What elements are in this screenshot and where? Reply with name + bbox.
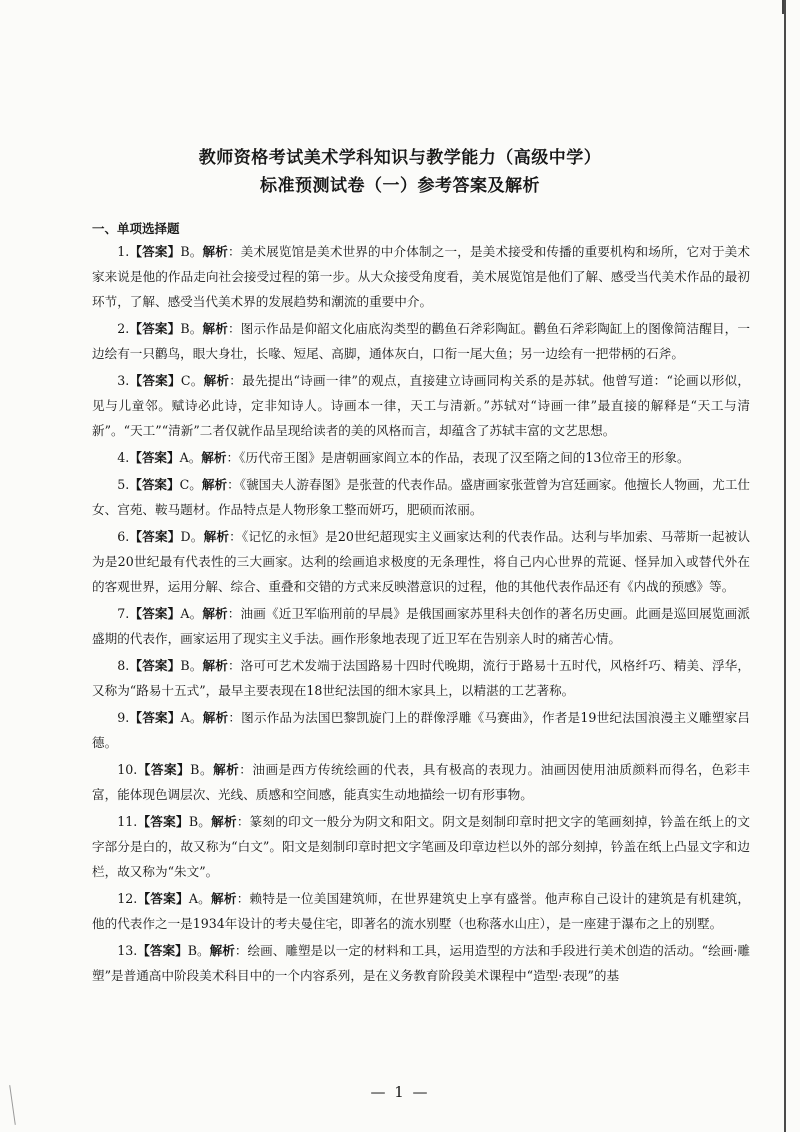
explanation-text: ：《虢国夫人游春图》是张萱的代表作品。盛唐画家张萱曾为宫廷画家。他擅长人物画，尤工仕女、宫苑、鞍马题材。作品特点是人物形象工整而妍巧，肥硕而浓丽。 [92, 477, 751, 517]
answer-letter: B。 [180, 321, 203, 336]
answer-letter: A。 [179, 450, 202, 465]
explanation-text: ：赖特是一位美国建筑师，在世界建筑史上享有盛誉。他声称自己设计的建筑是有机建筑，他的代表作之一是1934年设计的考夫曼住宅，即著名的流水别墅（也称落水山庄），是一座建于瀑布之上的别墅。 [92, 891, 751, 931]
answer-letter: C。 [179, 477, 202, 492]
explanation-text: ：篆刻的印文一般分为阴文和阳文。阴文是刻制印章时把文字的笔画刻掉，钤盖在纸上的文字部分是白的，故又称为“白文”。阳文是刻制印章时把文字笔画及印章边栏以外的部分刻掉，钤盖在纸上凸显文字和边栏，故又称为“朱文”。 [92, 814, 751, 879]
answer-letter: C。 [180, 373, 204, 388]
answer-letter: A。 [188, 891, 212, 906]
answer-item [92, 938, 750, 988]
answer-tag: 【答案】 [129, 244, 181, 259]
answer-item [92, 601, 750, 651]
answer-number: 5. [117, 477, 130, 492]
answer-number: 12. [117, 891, 138, 906]
answer-item [92, 524, 750, 599]
explanation-tag: 解析 [209, 943, 235, 958]
answer-letter: B。 [188, 814, 212, 829]
section-heading: 一、单项选择题 [92, 221, 180, 236]
answer-letter: A。 [180, 606, 203, 621]
answer-number: 3. [117, 373, 130, 388]
explanation-text: ：洛可可艺术发端于法国路易十四时代晚期，流行于路易十五时代，风格纤巧、精美、浮华，又称为“路易十五式”，最早主要表现在18世纪法国的细木家具上，以精湛的工艺著称。 [92, 658, 751, 698]
answer-letter: B。 [180, 658, 203, 673]
answer-item [92, 886, 750, 936]
answer-letter: A。 [180, 710, 203, 725]
explanation-text: ：油画《近卫军临刑前的早晨》是俄国画家苏里科夫创作的著名历史画。此画是巡回展览画派盛期的代表作，画家运用了现实主义手法。画作形象地表现了近卫军在告别亲人时的痛苦心情。 [92, 606, 750, 646]
answer-tag: 【答案】 [137, 943, 188, 958]
answer-number: 4. [117, 450, 130, 465]
answer-number: 7. [117, 606, 130, 621]
explanation-tag: 解析 [202, 658, 228, 673]
binding-edge-mark [782, 0, 794, 14]
answer-tag: 【答案】 [129, 477, 180, 492]
answer-letter: D。 [180, 529, 204, 544]
answer-letter: B。 [190, 762, 214, 777]
page-number: — 1 — [370, 1083, 430, 1101]
explanation-tag: 解析 [202, 710, 229, 725]
answer-tag: 【答案】 [129, 710, 181, 725]
answer-tag: 【答案】 [137, 814, 189, 829]
explanation-text: ：图示作品为法国巴黎凯旋门上的群像浮雕《马赛曲》，作者是19世纪法国浪漫主义雕塑家吕德。 [92, 710, 751, 750]
answer-letter: B。 [180, 244, 203, 259]
answer-tag: 【答案】 [129, 450, 180, 465]
answer-item [92, 368, 750, 443]
answer-number: 13. [117, 943, 138, 958]
answer-letter: B。 [187, 943, 210, 958]
answer-number: 6. [117, 529, 130, 544]
explanation-tag: 解析 [202, 321, 228, 336]
explanation-text: ：图示作品是仰韶文化庙底沟类型的鹳鱼石斧彩陶缸。鹳鱼石斧彩陶缸上的图像简洁醒目，一边绘有一只鹳鸟，眼大身壮，长喙、短尾、高脚，通体灰白，口衔一尾大鱼；另一边绘有一把带柄的石斧。 [92, 321, 751, 361]
answer-tag: 【答案】 [129, 321, 181, 336]
explanation-tag: 解析 [203, 529, 230, 544]
answer-tag: 【答案】 [129, 606, 181, 621]
explanation-text: ：《历代帝王图》是唐朝画家阎立本的作品，表现了汉至隋之间的13位帝王的形象。 [226, 450, 690, 465]
explanation-tag: 解析 [211, 891, 237, 906]
answer-item [92, 757, 750, 807]
answer-number: 1. [117, 244, 130, 259]
answer-number: 2. [117, 321, 130, 336]
answer-item [92, 316, 750, 366]
explanation-text: ：绘画、雕塑是以一定的材料和工具，运用造型的方法和手段进行美术创造的活动。“绘画·雕塑”是普通高中阶段美术科目中的一个内容系列，是在义务教育阶段美术课程中“造型·表现”的基 [92, 943, 750, 983]
explanation-text: ：美术展览馆是美术世界的中介体制之一，是美术接受和传播的重要机构和场所，它对于美术家来说是他的作品走向社会接受过程的第一步。从大众接受角度看，美术展览馆是他们了解、感受当代美术作品的最初环节，了解、感受当代美术界的发展趋势和潮流的重要中介。 [92, 244, 751, 309]
explanation-text: ：最先提出“诗画一律”的观点，直接建立诗画同构关系的是苏轼。他曾写道：“论画以形似，见与儿童邻。赋诗必此诗，定非知诗人。诗画本一律，天工与清新。”苏轼对“诗画一律”最直接的解释是“天工与清新”。“天工”“清新”二者仅就作品呈现给读者的美的风格而言，却蕴含了苏轼丰富的文艺思想。 [92, 373, 750, 438]
answer-number: 10. [117, 762, 138, 777]
answer-tag: 【答案】 [137, 762, 191, 777]
answer-tag: 【答案】 [137, 891, 189, 906]
answer-number: 8. [117, 658, 130, 673]
document-subtitle: 标准预测试卷（一）参考答案及解析 [260, 176, 540, 196]
explanation-tag: 解析 [201, 477, 228, 492]
explanation-tag: 解析 [213, 762, 240, 777]
document-title: 教师资格考试美术学科知识与教学能力（高级中学） [198, 148, 602, 168]
answer-item [92, 472, 750, 522]
answer-item [92, 705, 750, 755]
explanation-tag: 解析 [201, 450, 227, 465]
answer-item [92, 239, 750, 314]
binding-edge-line [784, 0, 786, 1132]
explanation-tag: 解析 [202, 244, 228, 259]
answer-item [92, 653, 750, 703]
answer-tag: 【答案】 [129, 658, 181, 673]
explanation-tag: 解析 [203, 373, 230, 388]
explanation-tag: 解析 [202, 606, 228, 621]
explanation-text: ：油画是西方传统绘画的代表，具有极高的表现力。油画因使用油质颜料而得名，色彩丰富，能体现色调层次、光线、质感和空间感，能真实生动地描绘一切有形事物。 [92, 762, 751, 802]
explanation-text: ：《记忆的永恒》是20世纪超现实主义画家达利的代表作品。达利与毕加索、马蒂斯一起被认为是20世纪最有代表性的三大画家。达利的绘画追求极度的无条理性，将自己内心世界的荒诞、怪异加入或替代外在的客观世界，运用分解、综合、重叠和交错的方式来反映潜意识的过程，他的其他代表作品还有《内战的预感》等。 [92, 529, 750, 594]
answer-tag: 【答案】 [129, 373, 181, 388]
answer-number: 11. [117, 814, 138, 829]
answer-item [92, 809, 750, 884]
answer-number: 9. [117, 710, 130, 725]
explanation-tag: 解析 [211, 814, 237, 829]
answer-tag: 【答案】 [129, 529, 181, 544]
answer-list [92, 239, 750, 990]
answer-item [92, 445, 750, 470]
